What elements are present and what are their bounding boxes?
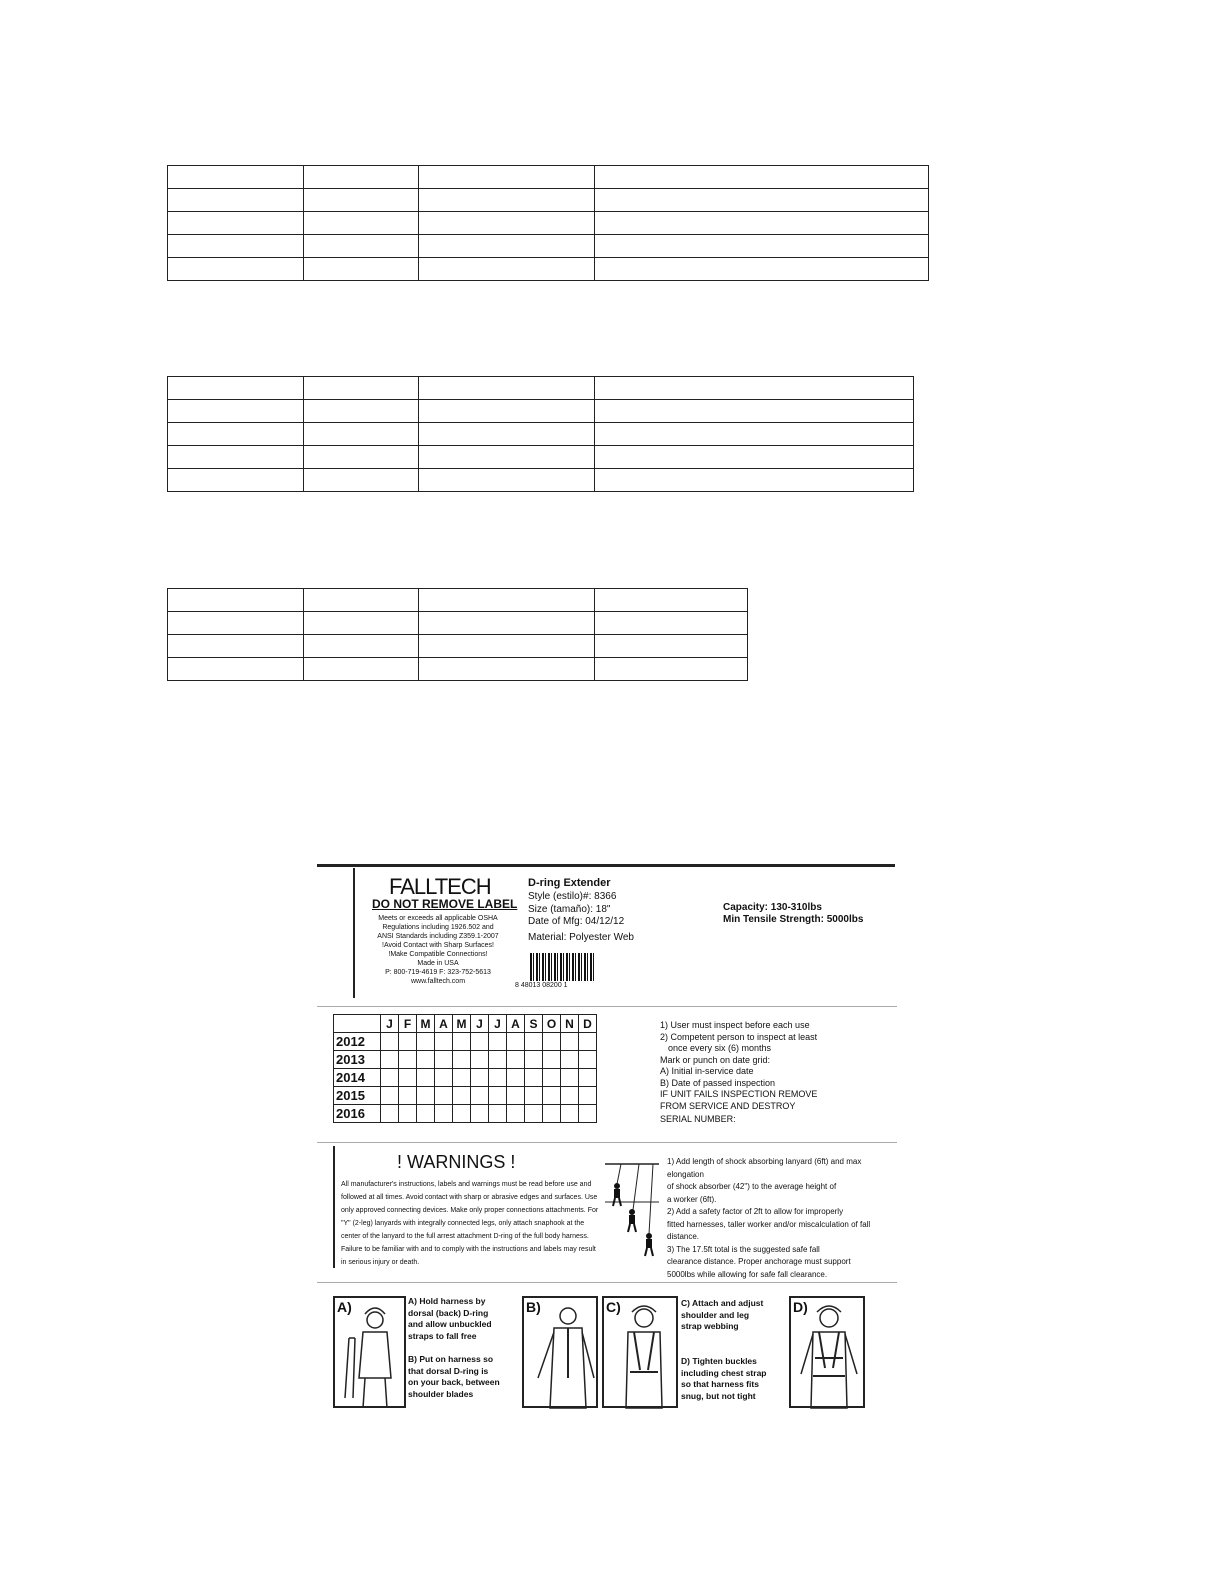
rule-line: once every six (6) months xyxy=(668,1043,772,1053)
step-d-letter: D) xyxy=(793,1299,808,1315)
month-label: N xyxy=(561,1015,579,1033)
year-label: 2016 xyxy=(334,1105,381,1123)
year-row xyxy=(334,1051,597,1069)
rule-line: 1) User must inspect before each use xyxy=(660,1020,810,1030)
table-row xyxy=(168,469,914,492)
warnings-heading: ! WARNINGS ! xyxy=(397,1152,516,1172)
step-b-panel xyxy=(522,1296,598,1408)
barcode-number: 8 48013 08200 1 xyxy=(515,982,568,989)
table-row xyxy=(168,377,914,400)
rule-line: B) Date of passed inspection xyxy=(660,1077,776,1088)
note-line: 1) Add length of shock absorbing lanyard (6ft) and max elongation xyxy=(667,1157,862,1179)
compliance-line: www.falltech.com xyxy=(410,978,466,985)
table-row xyxy=(168,258,929,281)
rule-line: IF UNIT FAILS INSPECTION REMOVE xyxy=(660,1089,818,1099)
step-b-text xyxy=(408,1354,500,1400)
do-not-remove-notice: DO NOT REMOVE LABEL xyxy=(372,897,518,911)
year-label: 2012 xyxy=(334,1033,381,1051)
rule-line: FROM SERVICE AND DESTROY xyxy=(660,1100,796,1111)
step-line: strap webbing xyxy=(681,1321,739,1331)
compliance-line: !Make Compatible Connections! xyxy=(388,951,488,958)
date-of-mfg: Date of Mfg: 04/12/12 xyxy=(528,916,625,927)
step-c-text xyxy=(681,1298,763,1333)
min-tensile-strength: Min Tensile Strength: 5000lbs xyxy=(723,914,864,925)
step-line: shoulder and leg xyxy=(681,1309,750,1320)
product-label xyxy=(317,862,897,1422)
product-name: D-ring Extender xyxy=(528,877,611,889)
note-line: fitted harnesses, taller worker and/or miscalculation of fall distance. xyxy=(667,1219,871,1241)
step-line: shoulder blades xyxy=(408,1388,474,1399)
note-line: 3) The 17.5ft total is the suggested safe fall xyxy=(667,1244,820,1254)
month-label: D xyxy=(579,1015,597,1033)
step-line: D) Tighten buckles xyxy=(681,1356,757,1366)
step-line: snug, but not tight xyxy=(681,1390,756,1401)
product-size: Size (tamaño): 18" xyxy=(528,904,611,915)
step-line: dorsal (back) D-ring xyxy=(408,1307,489,1318)
step-line: that dorsal D-ring is xyxy=(408,1365,489,1376)
label-warnings xyxy=(317,1146,897,1279)
month-label: A xyxy=(507,1015,525,1033)
compliance-line: Regulations including 1926.502 and xyxy=(382,924,494,931)
year-row xyxy=(334,1033,597,1051)
step-line: and allow unbuckled xyxy=(408,1319,492,1329)
fall-clearance-figures-icon xyxy=(605,1154,659,1266)
year-label: 2015 xyxy=(334,1087,381,1105)
compliance-line: !Avoid Contact with Sharp Surfaces! xyxy=(382,942,494,949)
table-row xyxy=(168,658,748,681)
step-a-letter: A) xyxy=(337,1299,352,1315)
table-row xyxy=(168,423,914,446)
note-line: clearance distance. Proper anchorage must support xyxy=(667,1257,851,1266)
table-row xyxy=(168,189,929,212)
step-c-panel xyxy=(602,1296,678,1408)
empty-table-2 xyxy=(167,376,914,492)
step-line: on your back, between xyxy=(408,1377,500,1387)
month-label: A xyxy=(435,1015,453,1033)
step-a-text xyxy=(408,1296,492,1342)
table-row xyxy=(168,166,929,189)
fall-clearance-notes xyxy=(667,1156,891,1281)
table-row xyxy=(168,400,914,423)
month-label: J xyxy=(489,1015,507,1033)
step-d-panel xyxy=(789,1296,865,1408)
step-a-panel xyxy=(333,1296,406,1408)
note-line: a worker (6ft). xyxy=(667,1194,717,1204)
step-line: including chest strap xyxy=(681,1367,767,1378)
barcode-icon xyxy=(530,953,596,981)
warnings-left-bar xyxy=(333,1146,335,1268)
month-label: J xyxy=(381,1015,399,1033)
note-line: 5000lbs while allowing for safe fall clearance. xyxy=(667,1269,828,1279)
step-line: straps to fall free xyxy=(408,1330,477,1341)
capacity: Capacity: 130-310lbs xyxy=(723,902,822,913)
brand-logo: FALLTECH xyxy=(389,874,491,899)
year-row xyxy=(334,1087,597,1105)
section-divider xyxy=(317,1142,897,1143)
step-line: B) Put on harness so xyxy=(408,1354,494,1364)
month-label: M xyxy=(453,1015,471,1033)
warnings-text: All manufacturer's instructions, labels and warnings must be read before use and followed at all times. Avoid contact with sharp or abrasive edges and surfaces. Use only approved connecting devices. Make only proper connections attachments. For "Y" (2-leg) lanyards with integrally connected legs, only attach snaphook at the center of the lanyard to the full arrest attachment D-ring of the full body harness. Failure to be familiar with and to comply with the instructions and labels may result in serious injury or death. xyxy=(341,1181,599,1266)
label-product-info xyxy=(317,862,897,1004)
compliance-text xyxy=(357,914,519,986)
label-donning-steps xyxy=(317,1288,897,1418)
table-3-body xyxy=(168,589,748,681)
step-line: A) Hold harness by xyxy=(408,1296,486,1306)
table-row xyxy=(168,589,748,612)
label-inspection xyxy=(317,1010,897,1140)
note-line: 2) Add a safety factor of 2ft to allow for improperly xyxy=(667,1207,844,1216)
month-header-row xyxy=(334,1015,597,1033)
label-left-bar xyxy=(353,868,355,998)
step-b-letter: B) xyxy=(526,1299,541,1315)
rule-line: SERIAL NUMBER: xyxy=(660,1114,736,1124)
product-material: Material: Polyester Web xyxy=(528,932,634,943)
month-label: M xyxy=(417,1015,435,1033)
section-divider xyxy=(317,1006,897,1007)
year-row xyxy=(334,1105,597,1123)
compliance-line: Made in USA xyxy=(417,960,459,967)
step-line: C) Attach and adjust xyxy=(681,1298,764,1308)
section-divider xyxy=(317,1282,897,1283)
rule-line: Mark or punch on date grid: xyxy=(660,1054,771,1065)
compliance-line: ANSI Standards including Z359.1-2007 xyxy=(377,933,499,940)
year-label: 2014 xyxy=(334,1069,381,1087)
compliance-line: P: 800-719-4619 F: 323-752-5613 xyxy=(385,969,491,976)
table-row xyxy=(168,612,748,635)
inspection-rules xyxy=(660,1020,890,1126)
note-line: of shock absorber (42") to the average height of xyxy=(667,1182,837,1191)
rule-line: A) Initial in-service date xyxy=(660,1066,754,1076)
table-row xyxy=(168,235,929,258)
inspection-grid-body xyxy=(334,1015,597,1123)
table-row xyxy=(168,635,748,658)
product-style: Style (estilo)#: 8366 xyxy=(528,891,617,902)
empty-table-1 xyxy=(167,165,929,281)
rule-line: 2) Competent person to inspect at least xyxy=(660,1031,818,1042)
month-label: S xyxy=(525,1015,543,1033)
year-row xyxy=(334,1069,597,1087)
month-label: F xyxy=(399,1015,417,1033)
year-label: 2013 xyxy=(334,1051,381,1069)
step-c-letter: C) xyxy=(606,1299,621,1315)
inspection-date-grid xyxy=(333,1014,597,1123)
month-label: J xyxy=(471,1015,489,1033)
step-line: so that harness fits xyxy=(681,1379,759,1389)
compliance-line: Meets or exceeds all applicable OSHA xyxy=(378,915,498,922)
table-1-body xyxy=(168,166,929,281)
month-label: O xyxy=(543,1015,561,1033)
empty-table-3 xyxy=(167,588,748,681)
table-row xyxy=(168,446,914,469)
table-row xyxy=(168,212,929,235)
table-2-body xyxy=(168,377,914,492)
step-d-text xyxy=(681,1356,767,1402)
